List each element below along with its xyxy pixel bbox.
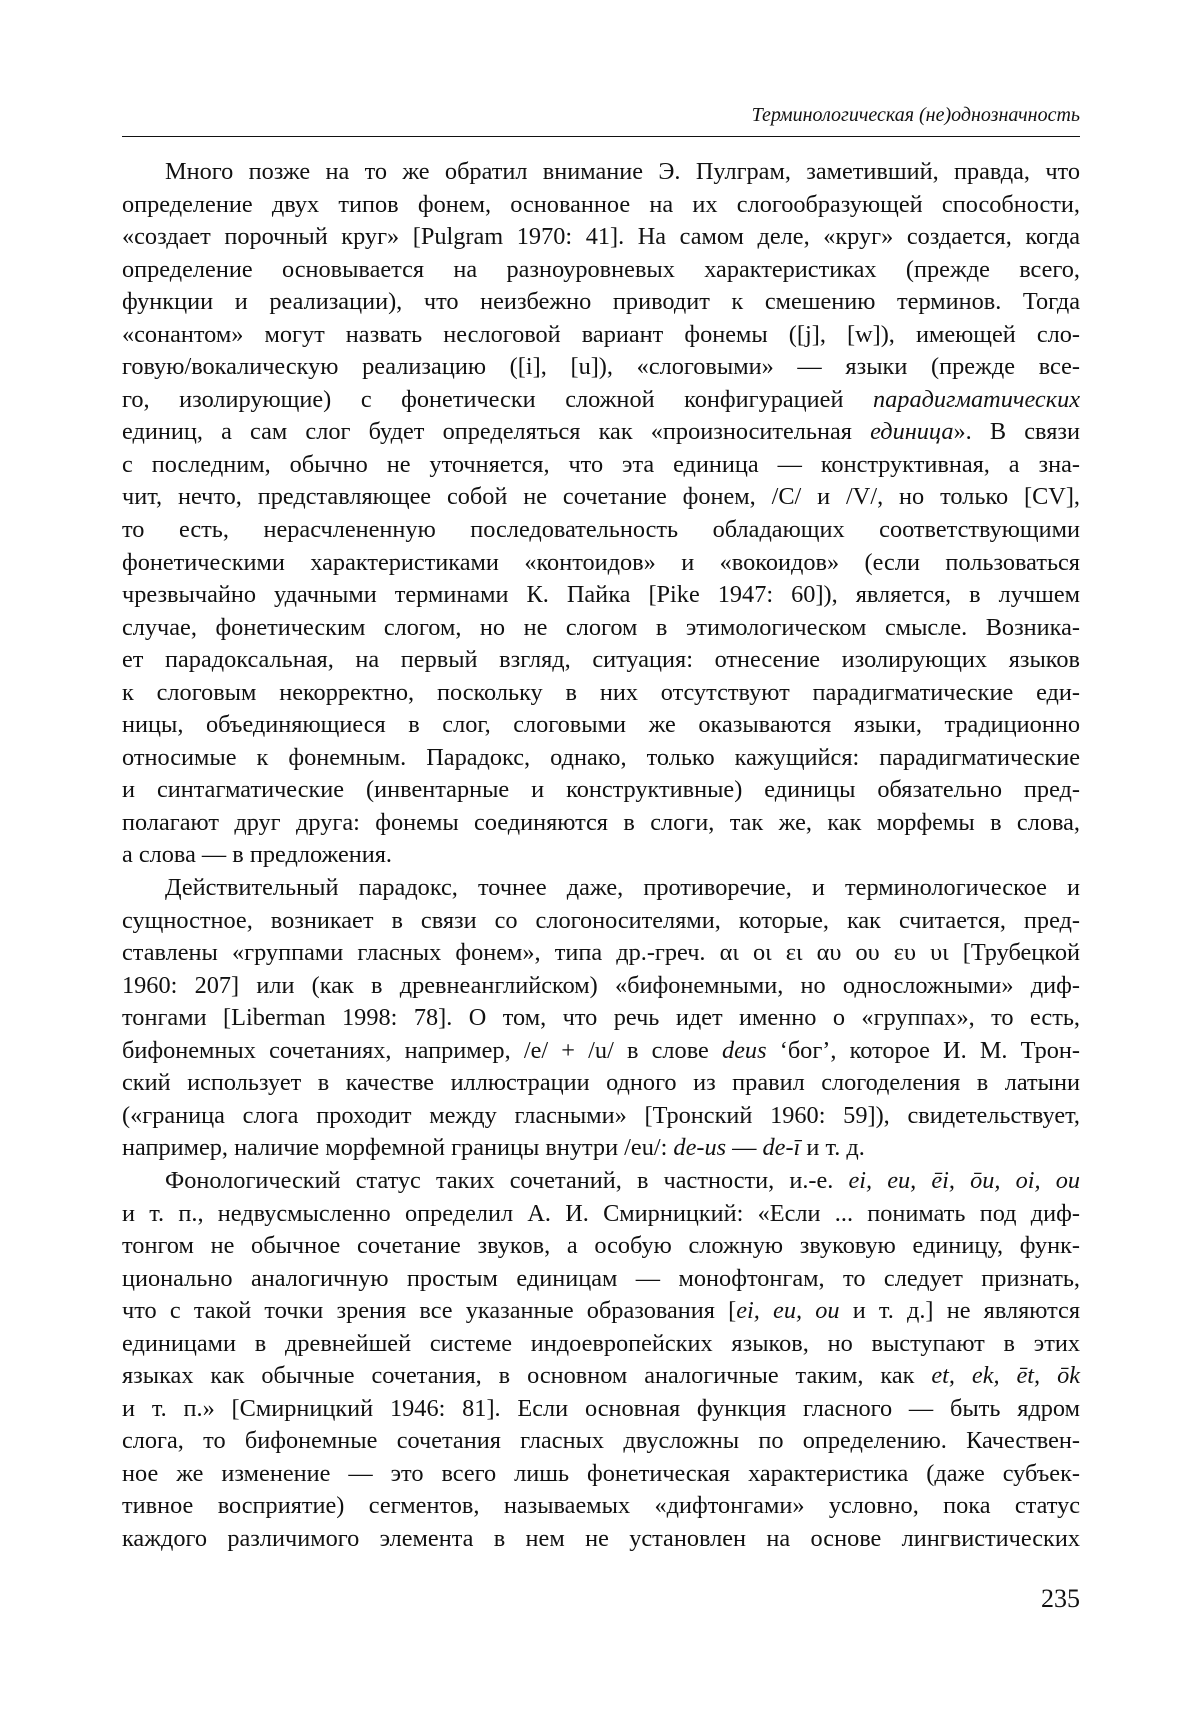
- text-line: что с такой точки зрения все указанные образования [ei, eu, ou и т. д.] не являются: [122, 1297, 1081, 1325]
- text-line: 1960: 207] или (как в древнеанглийском) «бифонемными, но односложными» диф-: [122, 971, 1080, 999]
- text-line: «создает порочный круг» [Pulgram 1970: 41]. На самом деле, «круг» создается, когда: [122, 223, 1080, 251]
- text-line: с последним, обычно не уточняется, что эта единица — конструктивная, а зна-: [122, 450, 1080, 478]
- body-text: [122, 156, 1080, 1556]
- text-line: относимые к фонемным. Парадокс, однако, только кажущийся: парадигматические: [122, 743, 1080, 771]
- text-line: слога, то бифонемные сочетания гласных двусложны по определению. Качествен-: [122, 1427, 1080, 1455]
- text-line: ет парадоксальная, на первый взгляд, ситуация: отнесение изолирующих языков: [122, 646, 1080, 674]
- text-line: единицами в древнейшей системе индоевропейских языков, но выступают в этих: [122, 1329, 1080, 1357]
- text-line: функции и реализации), что неизбежно приводит к смешению терминов. Тогда: [122, 288, 1080, 316]
- text-line: языках как обычные сочетания, в основном аналогичные таким, как et, ek, ēt, ōk: [122, 1362, 1080, 1390]
- text-line: сущностное, возникает в связи со слогоносителями, которые, как считается, пред-: [122, 906, 1080, 934]
- text-line: чрезвычайно удачными терминами К. Пайка [Pike 1947: 60]), является, в лучшем: [122, 581, 1080, 609]
- text-line: например, наличие морфемной границы внутри /eu/: de-us — de-ī и т. д.: [122, 1134, 865, 1162]
- text-line: тонгом не обычное сочетание звуков, а особую сложную звуковую единицу, функ-: [122, 1232, 1080, 1260]
- text-line: ное же изменение — это всего лишь фонетическая характеристика (даже субъек-: [122, 1459, 1080, 1487]
- text-line: ционально аналогичную простым единицам — монофтонгам, то следует признать,: [122, 1264, 1080, 1292]
- text-line: единиц, а сам слог будет определяться как «произносительная единица». В связи: [122, 418, 1080, 446]
- text-line: и т. п., недвусмысленно определил А. И. Смирницкий: «Если ... понимать под диф-: [122, 1199, 1080, 1227]
- text-line: к слоговым некорректно, поскольку в них отсутствуют парадигматические еди-: [122, 678, 1080, 706]
- running-title: Терминологическая (не)однозначность: [751, 104, 1080, 126]
- text-line: «сонантом» могут назвать неслоговой вариант фонемы ([j], [w]), имеющей сло-: [122, 320, 1080, 348]
- text-line: («граница слога проходит между гласными» [Тронский 1960: 59]), свидетельствует,: [122, 1101, 1080, 1129]
- text-line: и синтагматические (инвентарные и конструктивные) единицы обязательно пред-: [122, 776, 1080, 804]
- text-line: и т. п.» [Смирницкий 1946: 81]. Если основная функция гласного — быть ядром: [122, 1394, 1080, 1422]
- page-number: 235: [1041, 1584, 1080, 1613]
- text-line: ставлены «группами гласных фонем», типа др.-греч. αι οι ει αυ ου ευ υι [Трубецкой: [122, 939, 1080, 967]
- text-line: каждого различимого элемента в нем не установлен на основе лингвистических: [122, 1524, 1080, 1552]
- text-line: ский использует в качестве иллюстрации одного из правил слогоделения в латыни: [122, 1069, 1080, 1097]
- text-line: говую/вокалическую реализацию ([i], [u]), «слоговыми» — языки (прежде все-: [122, 353, 1080, 381]
- text-line: тивное восприятие) сегментов, называемых «дифтонгами» условно, пока статус: [122, 1492, 1080, 1520]
- text-line: чит, нечто, представляющее собой не сочетание фонем, /C/ и /V/, но только [CV],: [122, 483, 1080, 511]
- text-line: то есть, нерасчлененную последовательность обладающих соответствующими: [122, 516, 1080, 544]
- text-line: определение основывается на разноуровневых характеристиках (прежде всего,: [122, 255, 1080, 283]
- text-line: полагают друг друга: фонемы соединяются в слоги, так же, как морфемы в слова,: [122, 808, 1080, 836]
- page-header: [122, 98, 1080, 137]
- text-line: го, изолирующие) с фонетически сложной конфигурацией парадигматических: [122, 385, 1080, 413]
- text-line: определение двух типов фонем, основанное на их слогообразующей способности,: [122, 190, 1080, 218]
- text-line: фонетическими характеристиками «контоидов» и «вокоидов» (если пользоваться: [122, 548, 1080, 576]
- text-line: ницы, объединяющиеся в слог, слоговыми же оказываются языки, традиционно: [122, 711, 1080, 739]
- text-line: а слова — в предложения.: [122, 841, 392, 869]
- text-line: тонгами [Liberman 1998: 78]. О том, что речь идет именно о «группах», то есть,: [122, 1004, 1080, 1032]
- text-line: бифонемных сочетаниях, например, /e/ + /u/ в слове deus ‘бог’, которое И. М. Трон-: [122, 1036, 1080, 1064]
- text-line: Действительный парадокс, точнее даже, противоречие, и терминологическое и: [165, 874, 1080, 902]
- text-line: случае, фонетическим слогом, но не слогом в этимологическом смысле. Возника-: [122, 613, 1080, 641]
- text-line: Фонологический статус таких сочетаний, в частности, и.-е. ei, eu, ēi, ōu, oi, ou: [165, 1166, 1080, 1194]
- text-line: Много позже на то же обратил внимание Э. Пулграм, заметивший, правда, что: [165, 158, 1080, 185]
